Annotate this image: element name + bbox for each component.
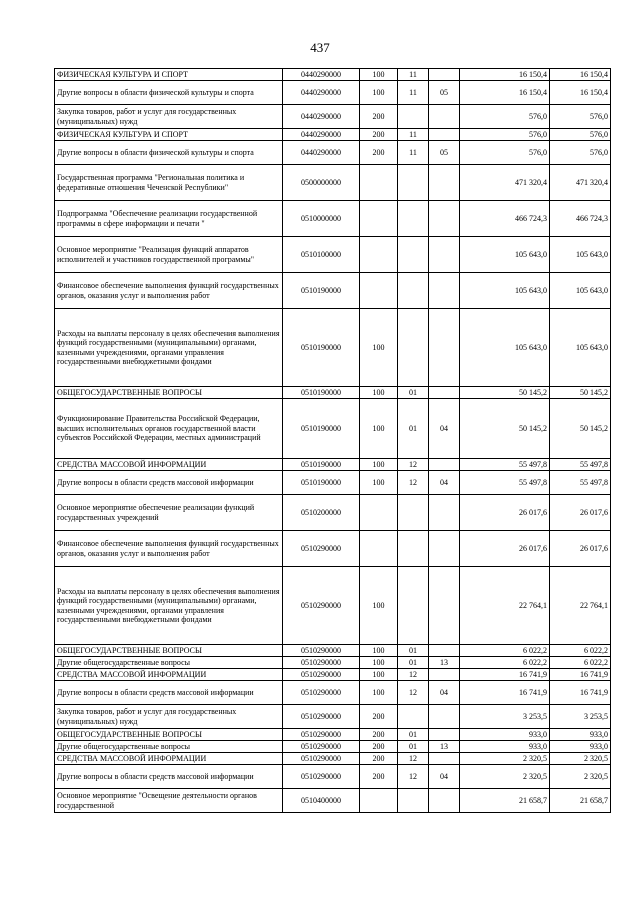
expense-name-cell: Другие вопросы в области физической культуры и спорта <box>55 81 283 105</box>
table-row <box>55 729 611 741</box>
amount-cell: 466 724,3 <box>460 201 550 237</box>
table-row <box>55 399 611 459</box>
amount-cell: 16 741,9 <box>460 669 550 681</box>
amount-cell: 6 022,2 <box>550 657 611 669</box>
section-cell <box>398 237 429 273</box>
expense-type-cell: 200 <box>360 129 398 141</box>
expense-type-cell: 100 <box>360 471 398 495</box>
subsection-cell: 13 <box>429 657 460 669</box>
subsection-cell <box>429 645 460 657</box>
table-row <box>55 669 611 681</box>
expense-name-cell: Закупка товаров, работ и услуг для государственных (муниципальных) нужд <box>55 705 283 729</box>
expense-name-cell: ФИЗИЧЕСКАЯ КУЛЬТУРА И СПОРТ <box>55 129 283 141</box>
amount-cell: 50 145,2 <box>550 399 611 459</box>
expense-name-cell: Расходы на выплаты персоналу в целях обеспечения выполнения функций государственными (муниципальными) органами, казенными учреждениями, органами управления государственными внебюджетными фондами <box>55 309 283 387</box>
amount-cell: 471 320,4 <box>550 165 611 201</box>
amount-cell: 105 643,0 <box>550 309 611 387</box>
expense-name-cell: Другие общегосударственные вопросы <box>55 741 283 753</box>
subsection-cell: 05 <box>429 141 460 165</box>
amount-cell: 576,0 <box>550 129 611 141</box>
amount-cell: 55 497,8 <box>550 471 611 495</box>
subsection-cell <box>429 237 460 273</box>
section-cell: 12 <box>398 765 429 789</box>
expense-name-cell: Другие вопросы в области средств массовой информации <box>55 681 283 705</box>
subsection-cell <box>429 309 460 387</box>
subsection-cell <box>429 165 460 201</box>
table-row <box>55 105 611 129</box>
section-cell: 11 <box>398 129 429 141</box>
amount-cell: 576,0 <box>460 141 550 165</box>
expense-type-cell: 200 <box>360 741 398 753</box>
subsection-cell: 04 <box>429 471 460 495</box>
subsection-cell <box>429 753 460 765</box>
target-article-cell: 0500000000 <box>283 165 360 201</box>
amount-cell: 2 320,5 <box>460 753 550 765</box>
target-article-cell: 0510290000 <box>283 753 360 765</box>
section-cell: 12 <box>398 681 429 705</box>
table-row <box>55 657 611 669</box>
expense-name-cell: Другие вопросы в области средств массовой информации <box>55 471 283 495</box>
subsection-cell <box>429 459 460 471</box>
amount-cell: 933,0 <box>550 741 611 753</box>
table-row <box>55 69 611 81</box>
target-article-cell: 0510290000 <box>283 567 360 645</box>
table-row <box>55 309 611 387</box>
subsection-cell <box>429 387 460 399</box>
subsection-cell <box>429 669 460 681</box>
amount-cell: 21 658,7 <box>550 789 611 813</box>
amount-cell: 466 724,3 <box>550 201 611 237</box>
table-row <box>55 471 611 495</box>
target-article-cell: 0440290000 <box>283 69 360 81</box>
expense-name-cell: Закупка товаров, работ и услуг для государственных (муниципальных) нужд <box>55 105 283 129</box>
table-row <box>55 201 611 237</box>
amount-cell: 933,0 <box>460 729 550 741</box>
expense-type-cell: 100 <box>360 387 398 399</box>
expense-name-cell: Основное мероприятие обеспечение реализации функций государственных учреждений <box>55 495 283 531</box>
expense-type-cell: 200 <box>360 765 398 789</box>
table-row <box>55 753 611 765</box>
expense-name-cell: ОБЩЕГОСУДАРСТВЕННЫЕ ВОПРОСЫ <box>55 729 283 741</box>
section-cell <box>398 309 429 387</box>
subsection-cell: 04 <box>429 681 460 705</box>
expense-type-cell: 100 <box>360 669 398 681</box>
section-cell <box>398 273 429 309</box>
expense-name-cell: ОБЩЕГОСУДАРСТВЕННЫЕ ВОПРОСЫ <box>55 387 283 399</box>
amount-cell: 6 022,2 <box>460 657 550 669</box>
target-article-cell: 0510290000 <box>283 531 360 567</box>
table-row <box>55 789 611 813</box>
table-row <box>55 273 611 309</box>
amount-cell: 6 022,2 <box>460 645 550 657</box>
amount-cell: 16 741,9 <box>460 681 550 705</box>
amount-cell: 471 320,4 <box>460 165 550 201</box>
target-article-cell: 0510190000 <box>283 471 360 495</box>
amount-cell: 576,0 <box>460 129 550 141</box>
table-row <box>55 681 611 705</box>
expense-type-cell <box>360 165 398 201</box>
amount-cell: 21 658,7 <box>460 789 550 813</box>
amount-cell: 16 150,4 <box>460 69 550 81</box>
target-article-cell: 0510190000 <box>283 309 360 387</box>
expense-name-cell: Функционирование Правительства Российской Федерации, высших исполнительных органов государственной власти субъектов Российской Федерации, местных администраций <box>55 399 283 459</box>
expense-type-cell: 100 <box>360 69 398 81</box>
expense-type-cell: 200 <box>360 141 398 165</box>
subsection-cell: 13 <box>429 741 460 753</box>
table-row <box>55 81 611 105</box>
table-row <box>55 459 611 471</box>
table-row <box>55 129 611 141</box>
expense-name-cell: Основное мероприятие "Освещение деятельности органов государственной <box>55 789 283 813</box>
expense-type-cell <box>360 273 398 309</box>
target-article-cell: 0510190000 <box>283 399 360 459</box>
section-cell: 12 <box>398 669 429 681</box>
section-cell: 11 <box>398 141 429 165</box>
subsection-cell <box>429 129 460 141</box>
expense-type-cell: 100 <box>360 681 398 705</box>
amount-cell: 16 741,9 <box>550 681 611 705</box>
target-article-cell: 0440290000 <box>283 129 360 141</box>
amount-cell: 55 497,8 <box>460 471 550 495</box>
amount-cell: 105 643,0 <box>550 237 611 273</box>
expense-type-cell: 100 <box>360 657 398 669</box>
amount-cell: 3 253,5 <box>550 705 611 729</box>
table-row <box>55 765 611 789</box>
target-article-cell: 0510000000 <box>283 201 360 237</box>
target-article-cell: 0510290000 <box>283 765 360 789</box>
amount-cell: 2 320,5 <box>550 765 611 789</box>
amount-cell: 576,0 <box>550 141 611 165</box>
target-article-cell: 0510100000 <box>283 237 360 273</box>
amount-cell: 50 145,2 <box>460 399 550 459</box>
section-cell <box>398 531 429 567</box>
subsection-cell <box>429 69 460 81</box>
expense-name-cell: Другие вопросы в области физической культуры и спорта <box>55 141 283 165</box>
expense-name-cell: Государственная программа "Региональная политика и федеративные отношения Чеченской Республики" <box>55 165 283 201</box>
section-cell <box>398 789 429 813</box>
amount-cell: 3 253,5 <box>460 705 550 729</box>
table-row <box>55 495 611 531</box>
expense-name-cell: ОБЩЕГОСУДАРСТВЕННЫЕ ВОПРОСЫ <box>55 645 283 657</box>
amount-cell: 933,0 <box>460 741 550 753</box>
target-article-cell: 0510290000 <box>283 705 360 729</box>
subsection-cell <box>429 729 460 741</box>
table-row <box>55 237 611 273</box>
expense-type-cell <box>360 495 398 531</box>
table-row <box>55 141 611 165</box>
target-article-cell: 0440290000 <box>283 105 360 129</box>
expense-name-cell: ФИЗИЧЕСКАЯ КУЛЬТУРА И СПОРТ <box>55 69 283 81</box>
expense-type-cell: 100 <box>360 645 398 657</box>
expense-type-cell <box>360 201 398 237</box>
amount-cell: 50 145,2 <box>550 387 611 399</box>
amount-cell: 576,0 <box>460 105 550 129</box>
table-row <box>55 705 611 729</box>
amount-cell: 26 017,6 <box>550 531 611 567</box>
section-cell: 01 <box>398 645 429 657</box>
expense-name-cell: Расходы на выплаты персоналу в целях обеспечения выполнения функций государственными (муниципальными) органами, казенными учреждениями, органами управления государственными внебюджетными фондами <box>55 567 283 645</box>
amount-cell: 2 320,5 <box>460 765 550 789</box>
expense-name-cell: СРЕДСТВА МАССОВОЙ ИНФОРМАЦИИ <box>55 753 283 765</box>
section-cell <box>398 495 429 531</box>
table-row <box>55 387 611 399</box>
table-row <box>55 165 611 201</box>
expense-type-cell: 100 <box>360 459 398 471</box>
amount-cell: 55 497,8 <box>550 459 611 471</box>
expense-type-cell: 100 <box>360 309 398 387</box>
amount-cell: 933,0 <box>550 729 611 741</box>
target-article-cell: 0510190000 <box>283 273 360 309</box>
section-cell <box>398 567 429 645</box>
amount-cell: 16 150,4 <box>550 69 611 81</box>
amount-cell: 6 022,2 <box>550 645 611 657</box>
expense-type-cell <box>360 531 398 567</box>
subsection-cell <box>429 789 460 813</box>
amount-cell: 22 764,1 <box>460 567 550 645</box>
expense-type-cell <box>360 789 398 813</box>
expense-name-cell: Финансовое обеспечение выполнения функций государственных органов, оказания услуг и выполнения работ <box>55 531 283 567</box>
section-cell: 01 <box>398 741 429 753</box>
target-article-cell: 0510290000 <box>283 669 360 681</box>
subsection-cell: 04 <box>429 399 460 459</box>
budget-table <box>54 68 611 813</box>
section-cell <box>398 201 429 237</box>
target-article-cell: 0510200000 <box>283 495 360 531</box>
amount-cell: 2 320,5 <box>550 753 611 765</box>
amount-cell: 55 497,8 <box>460 459 550 471</box>
target-article-cell: 0510290000 <box>283 657 360 669</box>
expense-type-cell: 100 <box>360 399 398 459</box>
expense-name-cell: СРЕДСТВА МАССОВОЙ ИНФОРМАЦИИ <box>55 459 283 471</box>
amount-cell: 105 643,0 <box>460 237 550 273</box>
page-number: 437 <box>310 40 330 55</box>
section-cell: 01 <box>398 729 429 741</box>
amount-cell: 26 017,6 <box>550 495 611 531</box>
section-cell: 11 <box>398 81 429 105</box>
section-cell: 12 <box>398 471 429 495</box>
section-cell: 01 <box>398 399 429 459</box>
table-row <box>55 645 611 657</box>
expense-type-cell: 100 <box>360 81 398 105</box>
section-cell: 01 <box>398 387 429 399</box>
amount-cell: 16 150,4 <box>460 81 550 105</box>
target-article-cell: 0510290000 <box>283 741 360 753</box>
expense-type-cell: 200 <box>360 729 398 741</box>
target-article-cell: 0510400000 <box>283 789 360 813</box>
amount-cell: 22 764,1 <box>550 567 611 645</box>
target-article-cell: 0510290000 <box>283 729 360 741</box>
target-article-cell: 0440290000 <box>283 81 360 105</box>
section-cell <box>398 705 429 729</box>
target-article-cell: 0510190000 <box>283 387 360 399</box>
section-cell: 01 <box>398 657 429 669</box>
subsection-cell: 05 <box>429 81 460 105</box>
expense-name-cell: Другие вопросы в области средств массовой информации <box>55 765 283 789</box>
amount-cell: 16 741,9 <box>550 669 611 681</box>
expense-type-cell: 100 <box>360 567 398 645</box>
target-article-cell: 0440290000 <box>283 141 360 165</box>
subsection-cell <box>429 201 460 237</box>
amount-cell: 105 643,0 <box>460 309 550 387</box>
section-cell <box>398 165 429 201</box>
expense-name-cell: Другие общегосударственные вопросы <box>55 657 283 669</box>
target-article-cell: 0510190000 <box>283 459 360 471</box>
amount-cell: 26 017,6 <box>460 495 550 531</box>
expense-type-cell <box>360 237 398 273</box>
amount-cell: 105 643,0 <box>460 273 550 309</box>
expense-name-cell: Финансовое обеспечение выполнения функций государственных органов, оказания услуг и выполнения работ <box>55 273 283 309</box>
expense-type-cell: 200 <box>360 105 398 129</box>
target-article-cell: 0510290000 <box>283 681 360 705</box>
subsection-cell <box>429 495 460 531</box>
section-cell: 11 <box>398 69 429 81</box>
section-cell <box>398 105 429 129</box>
subsection-cell <box>429 705 460 729</box>
expense-type-cell: 200 <box>360 753 398 765</box>
section-cell: 12 <box>398 459 429 471</box>
expense-type-cell: 200 <box>360 705 398 729</box>
table-row <box>55 741 611 753</box>
amount-cell: 26 017,6 <box>460 531 550 567</box>
amount-cell: 105 643,0 <box>550 273 611 309</box>
amount-cell: 576,0 <box>550 105 611 129</box>
target-article-cell: 0510290000 <box>283 645 360 657</box>
amount-cell: 16 150,4 <box>550 81 611 105</box>
subsection-cell <box>429 105 460 129</box>
expense-name-cell: СРЕДСТВА МАССОВОЙ ИНФОРМАЦИИ <box>55 669 283 681</box>
table-row <box>55 531 611 567</box>
table-row <box>55 567 611 645</box>
section-cell: 12 <box>398 753 429 765</box>
expense-name-cell: Основное мероприятие "Реализация функций аппаратов исполнителей и участников государственной программы" <box>55 237 283 273</box>
subsection-cell <box>429 531 460 567</box>
subsection-cell <box>429 567 460 645</box>
budget-table-body <box>55 69 611 813</box>
subsection-cell: 04 <box>429 765 460 789</box>
amount-cell: 50 145,2 <box>460 387 550 399</box>
subsection-cell <box>429 273 460 309</box>
expense-name-cell: Подпрограмма "Обеспечение реализации государственной программы в сфере информации и печати " <box>55 201 283 237</box>
